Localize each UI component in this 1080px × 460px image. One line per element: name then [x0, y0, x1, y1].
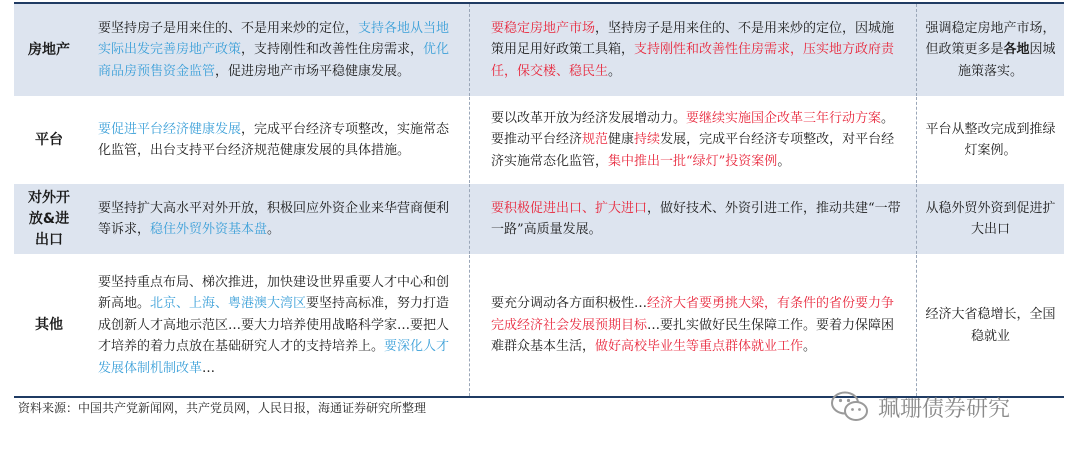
text-run: ，完成平台经济专项整改，实施常态化监管，出台支持平台经济规范健康发展的具体措施。 — [98, 121, 450, 158]
text-run: 经济大省稳增长，全国稳就业 — [925, 307, 1056, 344]
text-run: 强调稳定房地产市场，但政策更多是 — [925, 20, 1056, 58]
text-run: …要扎实做好民生保障工作。要着力保障困难群众基本生活， — [491, 317, 895, 355]
row-category: 房地产 — [28, 41, 70, 58]
highlight-red: 做好高校毕业生等重点群体就业工作 — [595, 339, 804, 355]
text-run: … — [202, 360, 216, 376]
text-run: 。 — [267, 222, 281, 237]
highlight-red: 规范 — [582, 132, 609, 148]
text-run: ，支持刚性和改善性住房需求， — [241, 42, 424, 58]
summary-cell — [916, 255, 1064, 396]
text-run: 从稳外贸外资到促进扩大出口 — [925, 200, 1056, 237]
text-run: 要充分调动各方面积极性… — [491, 296, 648, 312]
highlight-blue: 北京、上海、粤港澳大湾区 — [150, 296, 307, 312]
later-policy-cell — [481, 97, 916, 183]
highlight-blue: 要深化人才发展体制机制改革 — [98, 339, 450, 376]
text-run: 要坚持重点布局、梯次推进，加快建设世界重要人才中心和创新高地。 — [98, 274, 450, 312]
column-gap — [469, 4, 481, 96]
text-run: 要坚持高标准，努力打造成创新人才高地示范区…要大力培养使用战略科学家…要把人才培养的着力点放在基础研究人才的支持培养上。 — [98, 296, 450, 355]
earlier-policy-cell — [84, 97, 469, 183]
highlight-red: 经济大省要勇挑大梁，有条件的省份要力争完成经济社会发展预期目标 — [491, 296, 895, 333]
later-policy-cell — [481, 255, 916, 396]
text-run: 。 — [777, 153, 791, 169]
summary-cell — [916, 184, 1064, 254]
row-category: 对外开放&进出口 — [28, 189, 70, 248]
earlier-policy-cell — [84, 4, 469, 96]
source-note: 资料来源：中国共产党新闻网，共产党员网，人民日报，海通证券研究所整理 — [18, 401, 427, 415]
text-run: 平台从整改完成到推绿灯案例。 — [925, 121, 1056, 158]
text-run: 因城施策落实。 — [957, 42, 1056, 79]
text-run: 要以改革开放为经济发展增动力。 — [491, 110, 687, 126]
text-run: 要坚持房子是用来住的、不是用来炒的定位， — [98, 20, 359, 36]
wechat-icon — [830, 390, 870, 424]
highlight-blue: 支持各地从当地实际出发完善房地产政策 — [98, 20, 450, 58]
text-run: 要坚持扩大高水平对外开放，积极回应外资企业来华营商便利等诉求， — [98, 200, 450, 237]
text-run: 。 — [803, 339, 817, 355]
later-policy-cell — [481, 4, 916, 96]
policy-comparison-table — [14, 2, 1064, 398]
table-row-real-estate — [14, 4, 1064, 97]
later-policy-cell — [481, 184, 916, 254]
emphasis-bold: 各地 — [1003, 42, 1030, 58]
row-category: 其他 — [35, 317, 63, 333]
text-run: 。要推动平台经济 — [491, 110, 895, 148]
highlight-red: 要积极促进出口、扩大进口 — [491, 200, 648, 216]
table-row-other — [14, 255, 1064, 396]
text-run: 健康 — [608, 132, 635, 148]
column-gap — [469, 255, 481, 396]
highlight-red: 要继续实施国企改革三年行动方案 — [686, 110, 882, 126]
highlight-blue: 要促进平台经济健康发展 — [98, 121, 242, 137]
highlight-red: 持续 — [634, 132, 661, 148]
summary-cell — [916, 4, 1064, 96]
text-run: ，坚持房子是用来住的、不是用来炒的定位，因城施策用足用好政策工具箱， — [491, 20, 895, 58]
watermark — [830, 390, 1010, 424]
earlier-policy-cell — [84, 184, 469, 254]
column-gap — [469, 97, 481, 183]
highlight-red: 支持刚性和改善性住房需求，压实地方政府责任，保交楼、稳民生 — [491, 42, 895, 79]
text-run: 发展，完成平台经济专项整改，对平台经济实施常态化监管， — [491, 132, 895, 169]
text-run: 。 — [608, 63, 622, 79]
highlight-red: 要稳定房地产市场 — [491, 20, 596, 36]
text-run: ，促进房地产市场平稳健康发展。 — [215, 63, 411, 79]
text-run: ，做好技术、外资引进工作，推动共建“一带一路”高质量发展。 — [491, 200, 901, 237]
column-gap — [469, 184, 481, 254]
row-category: 平台 — [35, 131, 63, 148]
watermark-text: 珮珊债券研究 — [878, 396, 1011, 422]
table-row-opening-up — [14, 184, 1064, 255]
table-row-platform — [14, 97, 1064, 184]
earlier-policy-cell — [84, 255, 469, 396]
highlight-blue: 优化商品房预售资金监管 — [98, 42, 450, 79]
summary-cell — [916, 97, 1064, 183]
highlight-blue: 稳住外贸外资基本盘 — [150, 222, 268, 237]
highlight-red: 集中推出一批“绿灯”投资案例 — [608, 153, 778, 169]
